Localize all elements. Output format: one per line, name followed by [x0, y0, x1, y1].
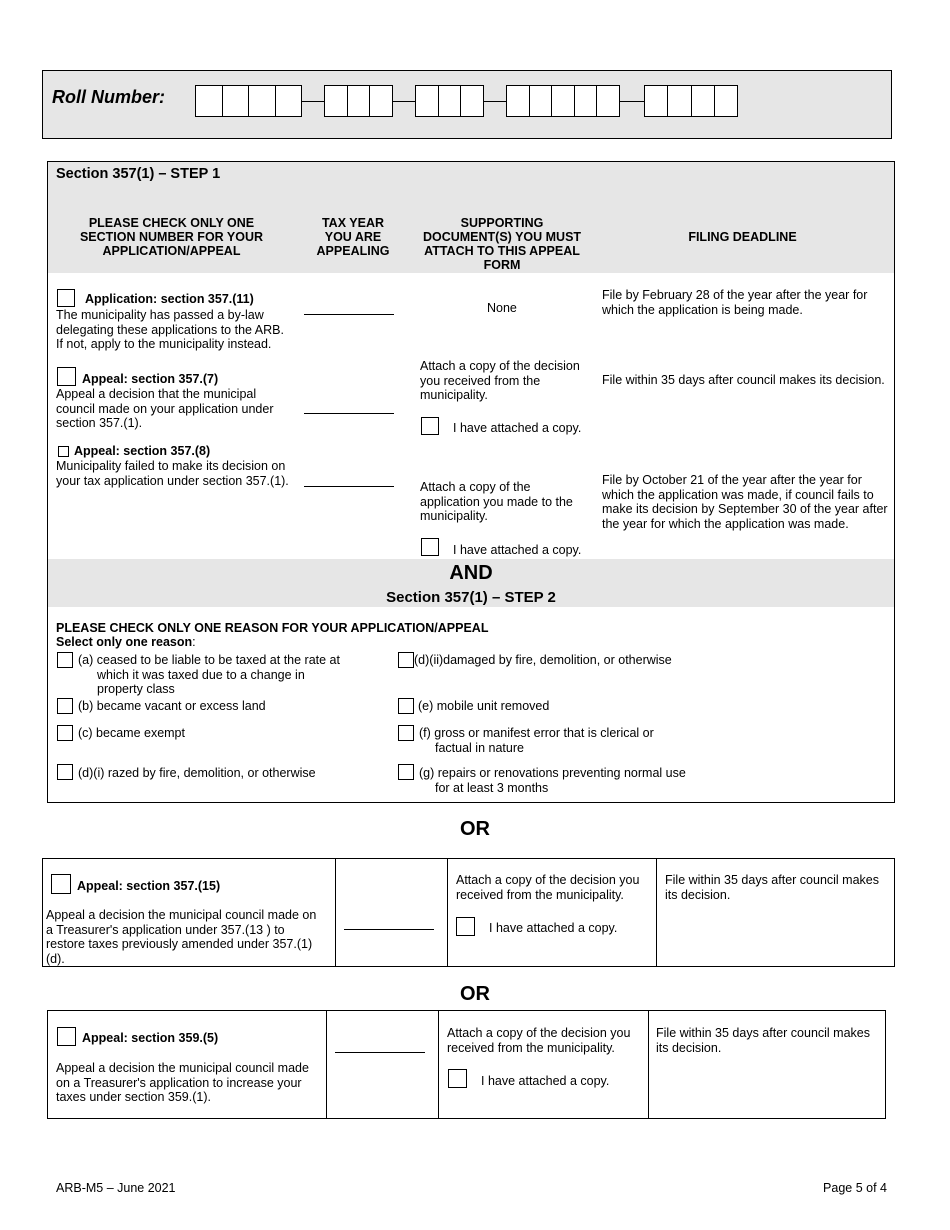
appeal-357-15-title: Appeal: section 357.(15): [77, 879, 221, 893]
table-divider: [648, 1010, 649, 1119]
tax-year-field-357-11[interactable]: [304, 314, 394, 315]
checkbox-reason-f[interactable]: [398, 725, 414, 741]
tax-year-field-357-8[interactable]: [304, 486, 394, 487]
select-note-bold: Select only one reason: [56, 635, 193, 649]
checkbox-reason-d-ii[interactable]: [398, 652, 414, 668]
appeal-357-15-desc: Appeal a decision the municipal council made on a Treasurer's application under 357.(13 ) to restore taxes previously amended under 357.(1)(d).: [46, 908, 317, 966]
header-section-number: PLEASE CHECK ONLY ONE SECTION NUMBER FOR YOUR APPLICATION/APPEAL: [79, 216, 264, 258]
roll-number-group-2[interactable]: [324, 85, 393, 117]
reason-g-label: (g) repairs or renovations preventing normal use for at least 3 months: [419, 766, 686, 795]
appeal-359-5-title: Appeal: section 359.(5): [82, 1031, 219, 1045]
attached-checkbox-359-5[interactable]: [448, 1069, 467, 1088]
row-357-7-support: Attach a copy of the decision you received from the municipality.: [420, 359, 580, 402]
footer-form-id: ARB-M5 – June 2021: [56, 1181, 176, 1195]
footer-page-number: Page 5 of 4: [823, 1181, 887, 1195]
row-357-7-desc: Appeal a decision that the municipal council made on your application under section 357.(1).: [56, 387, 274, 430]
attached-checkbox-357-8[interactable]: [421, 538, 439, 556]
appeal-357-15-deadline: File within 35 days after council makes its decision.: [665, 873, 879, 902]
or-label-1: OR: [460, 818, 490, 840]
roll-number-group-3[interactable]: [415, 85, 484, 117]
checkbox-357-15[interactable]: [51, 874, 71, 894]
roll-number-group-5[interactable]: [644, 85, 738, 117]
checkbox-357-8[interactable]: [58, 446, 69, 457]
attached-checkbox-357-15[interactable]: [456, 917, 475, 936]
attached-label-357-7: I have attached a copy.: [453, 421, 582, 435]
roll-number-group-1[interactable]: [195, 85, 302, 117]
tax-year-field-359-5[interactable]: [335, 1052, 425, 1053]
checkbox-357-11[interactable]: [57, 289, 75, 307]
reason-d-ii-label: (d)(ii)damaged by fire, demolition, or otherwise: [414, 653, 672, 667]
roll-dash: [620, 101, 644, 102]
row-357-8-deadline: File by October 21 of the year after the year for which the application was made, if council fails to make its decision by September 30 of the year after the year for which the application was made.: [602, 473, 888, 531]
checkbox-357-7[interactable]: [57, 367, 76, 386]
checkbox-359-5[interactable]: [57, 1027, 76, 1046]
reason-f-label: (f) gross or manifest error that is clerical or factual in nature: [419, 726, 654, 755]
row-357-7-deadline: File within 35 days after council makes its decision.: [602, 373, 885, 387]
reason-e-label: (e) mobile unit removed: [418, 699, 550, 713]
reason-d-i-label: (d)(i) razed by fire, demolition, or otherwise: [78, 766, 316, 780]
attached-label-357-15: I have attached a copy.: [489, 921, 618, 935]
header-supporting-docs: SUPPORTING DOCUMENT(S) YOU MUST ATTACH TO THIS APPEAL FORM: [422, 216, 582, 272]
header-filing-deadline: FILING DEADLINE: [688, 230, 797, 244]
step2-select-note: [56, 635, 196, 650]
attached-label-359-5: I have attached a copy.: [481, 1074, 610, 1088]
tax-year-field-357-15[interactable]: [344, 929, 434, 930]
table-divider: [326, 1010, 327, 1119]
checkbox-reason-d-i[interactable]: [57, 764, 73, 780]
reason-c-label: (c) became exempt: [78, 726, 185, 740]
row-357-7-title: Appeal: section 357.(7): [82, 372, 219, 386]
roll-number-group-4[interactable]: [506, 85, 620, 117]
row-357-11-title: Application: section 357.(11): [85, 292, 254, 306]
checkbox-reason-c[interactable]: [57, 725, 73, 741]
appeal-359-5-deadline: File within 35 days after council makes its decision.: [656, 1026, 870, 1055]
row-357-11-deadline: File by February 28 of the year after the year for which the application is being made.: [602, 288, 868, 317]
checkbox-reason-g[interactable]: [398, 764, 414, 780]
attached-checkbox-357-7[interactable]: [421, 417, 439, 435]
row-357-11-desc: The municipality has passed a by-law delegating these applications to the ARB. If not, apply to the municipality instead.: [56, 308, 284, 351]
table-divider: [447, 858, 448, 967]
checkbox-reason-e[interactable]: [398, 698, 414, 714]
table-divider: [438, 1010, 439, 1119]
roll-dash: [302, 101, 324, 102]
row-357-8-support: Attach a copy of the application you made to the municipality.: [420, 480, 573, 523]
roll-dash: [484, 101, 506, 102]
attached-label-357-8: I have attached a copy.: [453, 543, 582, 557]
table-divider: [656, 858, 657, 967]
roll-dash: [393, 101, 415, 102]
appeal-359-5-support: Attach a copy of the decision you received from the municipality.: [447, 1026, 631, 1055]
checkbox-reason-b[interactable]: [57, 698, 73, 714]
header-tax-year: TAX YEAR YOU ARE APPEALING: [316, 216, 390, 258]
tax-year-field-357-7[interactable]: [304, 413, 394, 414]
reason-b-label: (b) became vacant or excess land: [78, 699, 266, 713]
appeal-357-15-support: Attach a copy of the decision you received from the municipality.: [456, 873, 640, 902]
or-label-2: OR: [460, 983, 490, 1005]
table-divider: [335, 858, 336, 967]
reason-a-label: (a) ceased to be liable to be taxed at the rate at which it was taxed due to a change in property class: [78, 653, 340, 696]
row-357-11-support: None: [487, 301, 517, 315]
row-357-8-title: Appeal: section 357.(8): [74, 444, 211, 458]
and-label: AND: [449, 562, 493, 584]
roll-number-label: Roll Number:: [52, 87, 166, 107]
step1-title: Section 357(1) – STEP 1: [56, 166, 221, 182]
appeal-359-5-desc: Appeal a decision the municipal council made on a Treasurer's application to increase your taxes under section 359.(1).: [56, 1061, 309, 1104]
select-note-colon: :: [192, 635, 196, 649]
row-357-8-desc: Municipality failed to make its decision on your tax application under section 357.(1).: [56, 459, 289, 488]
step2-heading: PLEASE CHECK ONLY ONE REASON FOR YOUR APPLICATION/APPEAL: [56, 621, 489, 635]
checkbox-reason-a[interactable]: [57, 652, 73, 668]
step2-title: Section 357(1) – STEP 2: [386, 589, 556, 606]
